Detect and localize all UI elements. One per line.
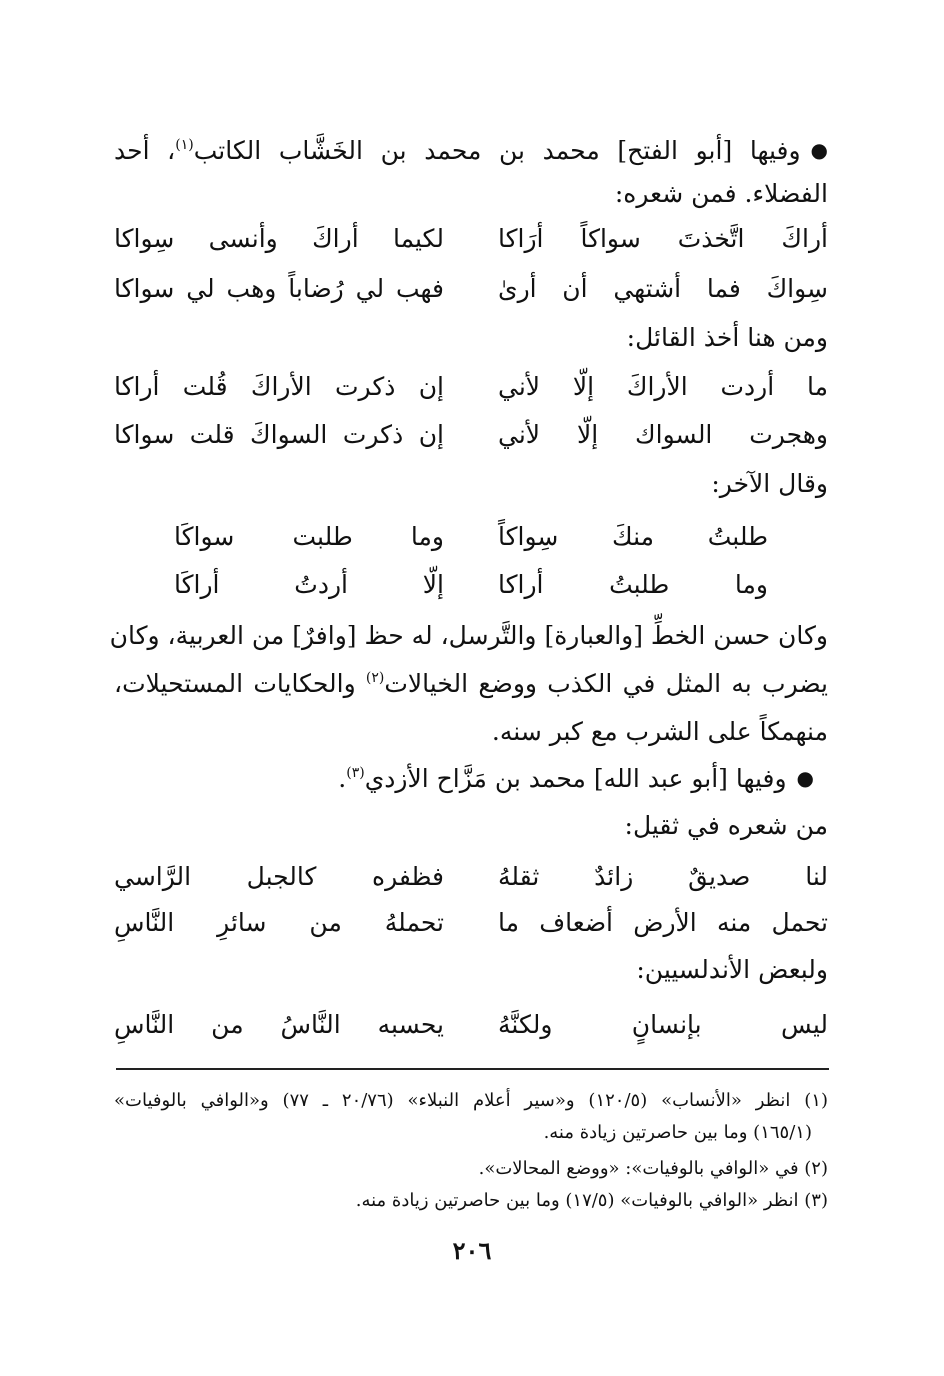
poem4-verse-1 xyxy=(114,856,828,898)
footnote-ref-3[interactable]: (٣) xyxy=(346,765,365,781)
prose-line-2 xyxy=(114,664,828,704)
footnote-ref-1[interactable]: (١) xyxy=(175,137,194,153)
poem1-verse-2 xyxy=(114,268,828,310)
intro-line-1 xyxy=(114,130,828,171)
intro-tail: ، أحد xyxy=(114,136,176,165)
entry2-text: وفيها [أبو عبد الله] محمد بن مَزَّاح الأزدي xyxy=(364,764,787,793)
footnote-separator xyxy=(116,1068,829,1070)
poem3-verse-1 xyxy=(114,516,828,558)
verse-sadr: ما أردت الأراكَ إلّا لأني xyxy=(498,372,828,401)
poem5-verse-1 xyxy=(114,1004,828,1046)
poem2-verse-1 xyxy=(114,366,828,408)
poem3-verse-2 xyxy=(114,564,828,606)
verse-ajuz: إن ذكرت الأراكَ قُلت أراكا xyxy=(114,372,444,401)
verse-ajuz: لكيما أراكَ وأنسى سِواكا xyxy=(114,224,444,253)
verse-ajuz: تحملهُ من سائرِ النَّاسِ xyxy=(114,908,444,937)
prose-line-3: منهمكاً على الشرب مع كبر سنه. xyxy=(491,717,828,746)
prose-text: يضرب به المثل في الكذب ووضع الخيالات xyxy=(384,669,828,698)
footnote-1-line-1: (١) انظر «الأنساب» (١٢٠/٥) و«سير أعلام النبلاء» (٢٠/٧٦ ـ ٧٧) و«الوافي بالوفيات» xyxy=(114,1090,828,1111)
verse-sadr: وهجرت السواك إلّا لأني xyxy=(498,420,828,449)
prose-tail: والحكايات المستحيلات، xyxy=(114,669,366,698)
footnote-3: (٣) انظر «الوافي بالوفيات» (١٧/٥) وما بين حاصرتين زيادة منه. xyxy=(355,1190,828,1211)
transition-1: ومن هنا أخذ القائل: xyxy=(626,323,828,352)
verse-ajuz: إلّا أردتُ أراكَا xyxy=(174,570,444,599)
verse-ajuz: فهب لي رُضاباً وهب لي سواكا xyxy=(114,274,444,303)
verse-ajuz: يحسبه النَّاسُ من النَّاسِ xyxy=(114,1010,444,1039)
poem4-verse-2 xyxy=(114,902,828,944)
footnote-2: (٢) في «الوافي بالوفيات»: «ووضع المحالات». xyxy=(478,1158,828,1179)
footnote-ref-2[interactable]: (٢) xyxy=(365,670,385,686)
verse-sadr: ليس بإنسانٍ ولكنَّهُ xyxy=(498,1010,828,1039)
footnote-1-line-2: (١٦٥/١) وما بين حاصرتين زيادة منه. xyxy=(543,1122,812,1143)
prose-line-1: وكان حسن الخطِّ [والعبارة] والتَّرسل، له حظ [وافرٌ] من العربية، وكان xyxy=(109,621,828,650)
page-number: ٢٠٦ xyxy=(452,1236,492,1265)
transition-3: ولبعض الأندلسيين: xyxy=(636,955,828,984)
entry2-line-1 xyxy=(100,758,814,799)
verse-sadr: وما طلبتُ أراكا xyxy=(498,570,768,599)
bullet-icon: ● xyxy=(810,138,828,162)
verse-sadr: سِواكَ فما أشتهي أن أرىٰ xyxy=(498,274,828,303)
verse-sadr: طلبتُ منكَ سِواكاً xyxy=(498,522,768,551)
verse-ajuz: فظفره كالجبل الرَّاسي xyxy=(114,862,444,891)
entry2-tail: . xyxy=(338,764,347,793)
poem2-verse-2 xyxy=(114,414,828,456)
verse-ajuz: إن ذكرت السواكَ قلت سواكا xyxy=(114,420,444,449)
entry2-line-2: من شعره في ثقيل: xyxy=(624,811,828,840)
verse-sadr: أراكَ اتَّخذتَ سواكاً أرَاكا xyxy=(498,224,828,253)
poem1-verse-1 xyxy=(114,218,828,260)
bullet-icon: ● xyxy=(796,766,814,790)
verse-sadr: لنا صديقٌ زائدٌ ثقلهُ xyxy=(498,862,828,891)
verse-ajuz: وما طلبت سواكَا xyxy=(174,522,444,551)
transition-2: وقال الآخر: xyxy=(711,469,828,498)
intro-line-2: الفضلاء. فمن شعره: xyxy=(614,179,828,208)
verse-sadr: تحمل منه الأرض أضعاف ما xyxy=(498,908,828,937)
intro-text: وفيها [أبو الفتح] محمد بن محمد بن الخَشَّاب الكاتب xyxy=(193,136,801,165)
